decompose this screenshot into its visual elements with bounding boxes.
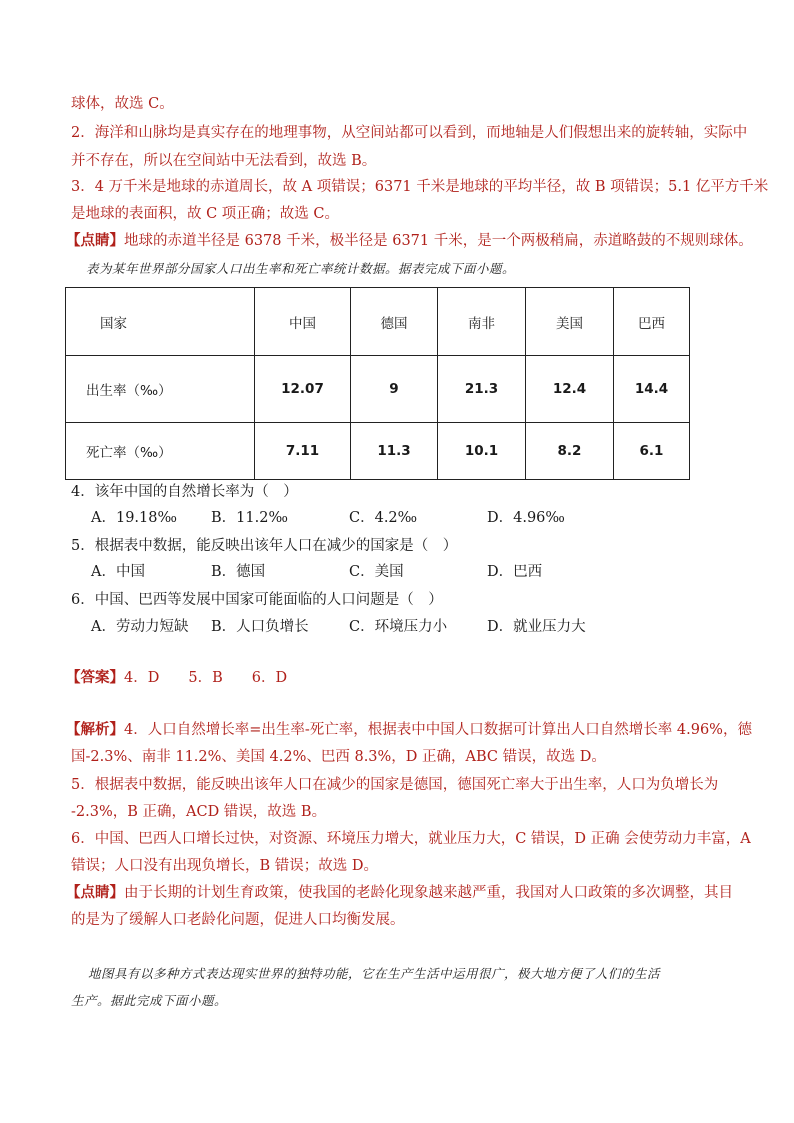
- option-b[interactable]: B．11.2‰: [211, 510, 288, 526]
- dianjing-text: 由于长期的计划生育政策，使我国的老龄化现象越来越严重，我国对人口政策的多次调整，其目: [124, 885, 733, 901]
- table-cell: 14.4: [614, 356, 690, 423]
- option-d[interactable]: D．就业压力大: [487, 619, 586, 635]
- table-row: [66, 423, 690, 480]
- analysis-line: 错误；人口没有出现负增长，B 错误；故选 D。: [71, 858, 378, 874]
- row-label-cell: 出生率（‰）: [66, 356, 255, 423]
- explanation-line: 球体，故选 C。: [71, 96, 174, 112]
- analysis-text: 4．人口自然增长率=出生率-死亡率，根据表中中国人口数据可计算出人口自然增长率 4.96%，德: [124, 722, 752, 738]
- analysis-line: 6．中国、巴西人口增长过快，对资源、环境压力增大，就业压力大，C 错误，D 正确 会使劳动力丰富，A: [71, 831, 751, 847]
- option-d[interactable]: D．4.96‰: [487, 510, 565, 526]
- map-intro-line: 地图具有以多种方式表达现实世界的独特功能，它在生产生活中运用很广，极大地方便了人们的生活: [88, 966, 661, 981]
- map-intro-line: 生产。据此完成下面小题。: [71, 993, 228, 1008]
- header-cell: 巴西: [614, 288, 690, 356]
- option-a[interactable]: A．中国: [91, 564, 145, 580]
- table-cell: 12.4: [526, 356, 614, 423]
- header-cell: 南非: [438, 288, 526, 356]
- header-cell: 中国: [255, 288, 351, 356]
- table-cell: 6.1: [614, 423, 690, 480]
- header-cell: 德国: [351, 288, 438, 356]
- header-cell: 国家: [66, 288, 255, 356]
- table-cell: 9: [351, 356, 438, 423]
- dianjing-tag: 【点睛】: [66, 884, 124, 901]
- answer-text: 4．D 5．B 6．D: [124, 670, 288, 686]
- table-row: [66, 356, 690, 423]
- analysis-line: -2.3%，B 正确，ACD 错误，故选 B。: [71, 804, 327, 820]
- question-stem-6: 6．中国、巴西等发展中国家可能面临的人口问题是（ ）: [71, 592, 443, 608]
- header-cell: 美国: [526, 288, 614, 356]
- question-stem-5: 5．根据表中数据，能反映出该年人口在减少的国家是（ ）: [71, 538, 458, 554]
- analysis-tag: 【解析】: [66, 721, 124, 738]
- question-options-5: [71, 562, 671, 582]
- table-cell: 12.07: [255, 356, 351, 423]
- option-c[interactable]: C．4.2‰: [349, 510, 418, 526]
- table-cell: 8.2: [526, 423, 614, 480]
- analysis-line: 的是为了缓解人口老龄化问题，促进人口均衡发展。: [71, 912, 405, 928]
- table-intro: 表为某年世界部分国家人口出生率和死亡率统计数据。据表完成下面小题。: [86, 261, 516, 276]
- question-options-6: [71, 617, 671, 637]
- explanation-line: 并不存在，所以在空间站中无法看到，故选 B。: [71, 153, 377, 169]
- question-options-4: [71, 508, 671, 528]
- option-c[interactable]: C．环境压力小: [349, 619, 448, 635]
- analysis-dianjing: [66, 883, 733, 903]
- option-a[interactable]: A．19.18‰: [91, 510, 177, 526]
- table-cell: 11.3: [351, 423, 438, 480]
- answer-tag: 【答案】: [66, 669, 124, 686]
- analysis-line: [66, 720, 752, 740]
- option-c[interactable]: C．美国: [349, 564, 404, 580]
- analysis-line: 5．根据表中数据，能反映出该年人口在减少的国家是德国，德国死亡率大于出生率，人口为负增长为: [71, 777, 719, 793]
- dianjing-note: [66, 231, 753, 251]
- option-a[interactable]: A．劳动力短缺: [91, 619, 189, 635]
- table-cell: 21.3: [438, 356, 526, 423]
- option-b[interactable]: B．人口负增长: [211, 619, 309, 635]
- table-cell: 10.1: [438, 423, 526, 480]
- table-header-row: [66, 288, 690, 356]
- explanation-line: 是地球的表面积，故 C 项正确；故选 C。: [71, 206, 340, 222]
- answer-line: [66, 668, 287, 688]
- table-cell: 7.11: [255, 423, 351, 480]
- analysis-line: 国-2.3%、南非 11.2%、美国 4.2%、巴西 8.3%，D 正确，ABC 错误，故选 D。: [71, 749, 606, 765]
- question-stem-4: 4．该年中国的自然增长率为（ ）: [71, 484, 298, 500]
- option-d[interactable]: D．巴西: [487, 564, 543, 580]
- row-label-cell: 死亡率（‰）: [66, 423, 255, 480]
- dianjing-tag: 【点睛】: [66, 232, 124, 249]
- population-table: [65, 287, 690, 480]
- explanation-line: 2．海洋和山脉均是真实存在的地理事物，从空间站都可以看到，而地轴是人们假想出来的旋转轴，实际中: [71, 125, 748, 141]
- option-b[interactable]: B．德国: [211, 564, 266, 580]
- explanation-line: 3．4 万千米是地球的赤道周长，故 A 项错误；6371 千米是地球的平均半径，故 B 项错误；5.1 亿平方千米: [71, 179, 769, 195]
- dianjing-text: 地球的赤道半径是 6378 千米，极半径是 6371 千米，是一个两极稍扁，赤道略鼓的不规则球体。: [124, 233, 753, 249]
